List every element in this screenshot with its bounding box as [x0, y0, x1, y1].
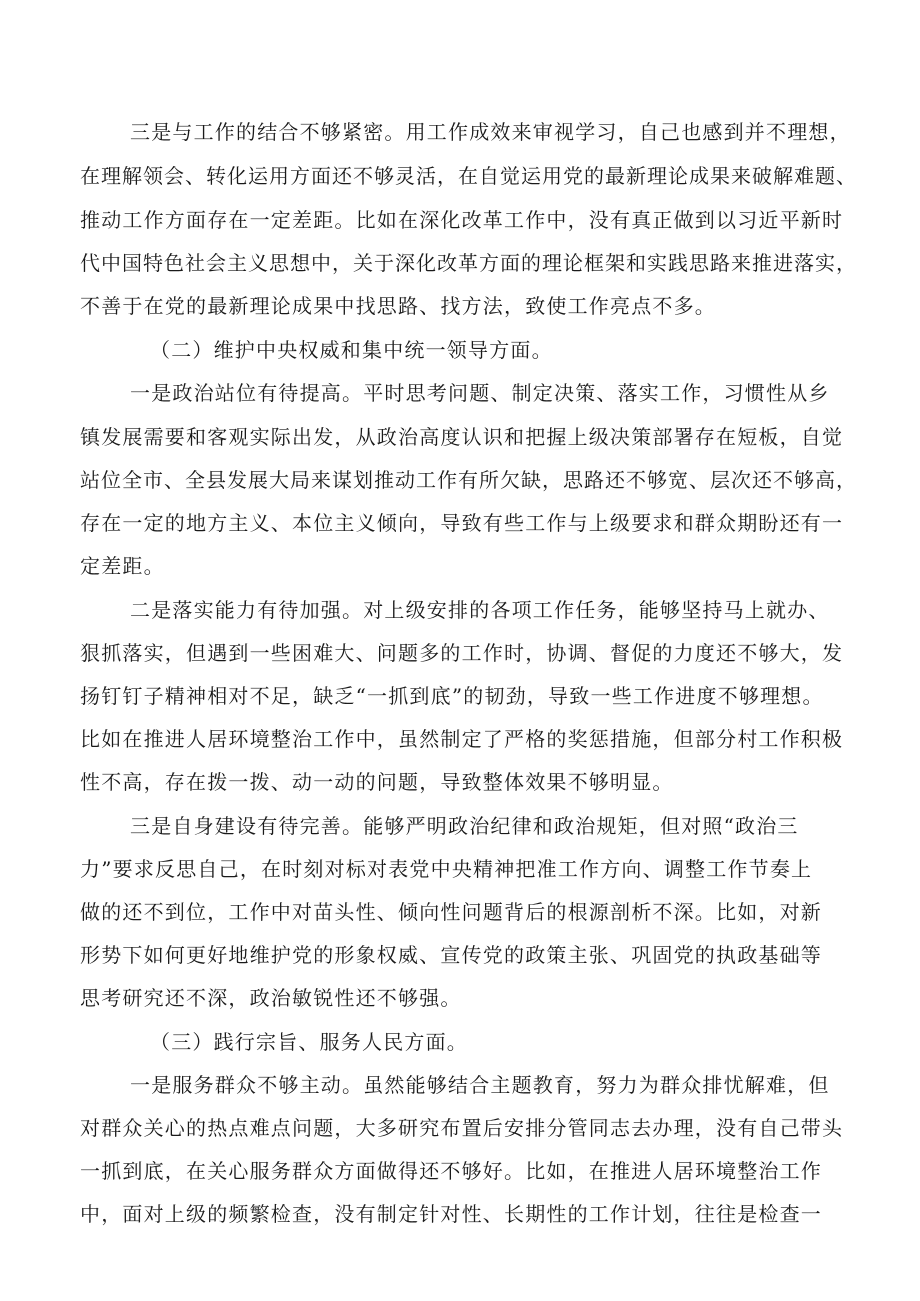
text-line: 性不高，存在拨一拨、动一动的问题，导致整体效果不够明显。 — [80, 770, 674, 794]
text-line: 对群众关心的热点难点问题，大多研究布置后安排分管同志去办理，没有自己带头 — [80, 1116, 844, 1140]
text-line: 镇发展需要和客观实际出发，从政治高度认识和把握上级决策部署存在短板，自觉 — [80, 425, 844, 449]
text-line: 力”要求反思自己，在时刻对标对表党中央精神把准工作方向、调整工作节奏上 — [80, 857, 813, 881]
text-line: 一是服务群众不够主动。虽然能够结合主题教育，努力为群众排忧解难，但 — [130, 1073, 830, 1097]
text-line: 思考研究还不深，政治敏锐性还不够强。 — [80, 986, 462, 1010]
text-line: 形势下如何更好地维护党的形象权威、宣传党的政策主张、巩固党的执政基础等 — [80, 943, 822, 967]
text-line: 比如在推进人居环境整治工作中，虽然制定了严格的奖惩措施，但部分村工作积极 — [80, 727, 844, 751]
text-line: 不善于在党的最新理论成果中找思路、找方法，致使工作亮点不多。 — [80, 294, 716, 318]
text-line: 代中国特色社会主义思想中，关于深化改革方面的理论框架和实践思路来推进落实， — [80, 251, 857, 275]
text-line: 一是政治站位有待提高。平时思考问题、制定决策、落实工作，习惯性从乡 — [130, 381, 830, 405]
text-line: 做的还不到位，工作中对苗头性、倾向性问题背后的根源剖析不深。比如，对新 — [80, 900, 822, 924]
text-line: 三是自身建设有待完善。能够严明政治纪律和政治规矩，但对照“政治三 — [130, 814, 799, 838]
section-heading: （二）维护中央权威和集中统一领导方面。 — [150, 338, 553, 362]
text-line: 定差距。 — [80, 554, 165, 578]
text-line: 在理解领会、转化运用方面还不够灵活，在自觉运用党的最新理论成果来破解难题、 — [80, 164, 857, 188]
text-line: 站位全市、全县发展大局来谋划推动工作有所欠缺，思路还不够宽、层次还不够高， — [80, 468, 857, 492]
text-line: 推动工作方面存在一定差距。比如在深化改革工作中，没有真正做到以习近平新时 — [80, 208, 844, 232]
text-line: 存在一定的地方主义、本位主义倾向，导致有些工作与上级要求和群众期盼还有一 — [80, 511, 844, 535]
text-line: 中，面对上级的频繁检查，没有制定针对性、长期性的工作计划，往往是检查一 — [80, 1202, 822, 1226]
text-line: 扬钉钉子精神相对不足，缺乏“一抓到底”的韧劲，导致一些工作进度不够理想。 — [80, 684, 824, 708]
text-line: 二是落实能力有待加强。对上级安排的各项工作任务，能够坚持马上就办、 — [130, 598, 830, 622]
text-line: 一抓到底，在关心服务群众方面做得还不够好。比如，在推进人居环境整治工作 — [80, 1159, 822, 1183]
text-line: 三是与工作的结合不够紧密。用工作成效来审视学习，自己也感到并不理想， — [130, 120, 851, 144]
section-heading: （三）践行宗旨、服务人民方面。 — [150, 1030, 468, 1054]
text-line: 狠抓落实，但遇到一些困难大、问题多的工作时，协调、督促的力度还不够大，发 — [80, 641, 844, 665]
